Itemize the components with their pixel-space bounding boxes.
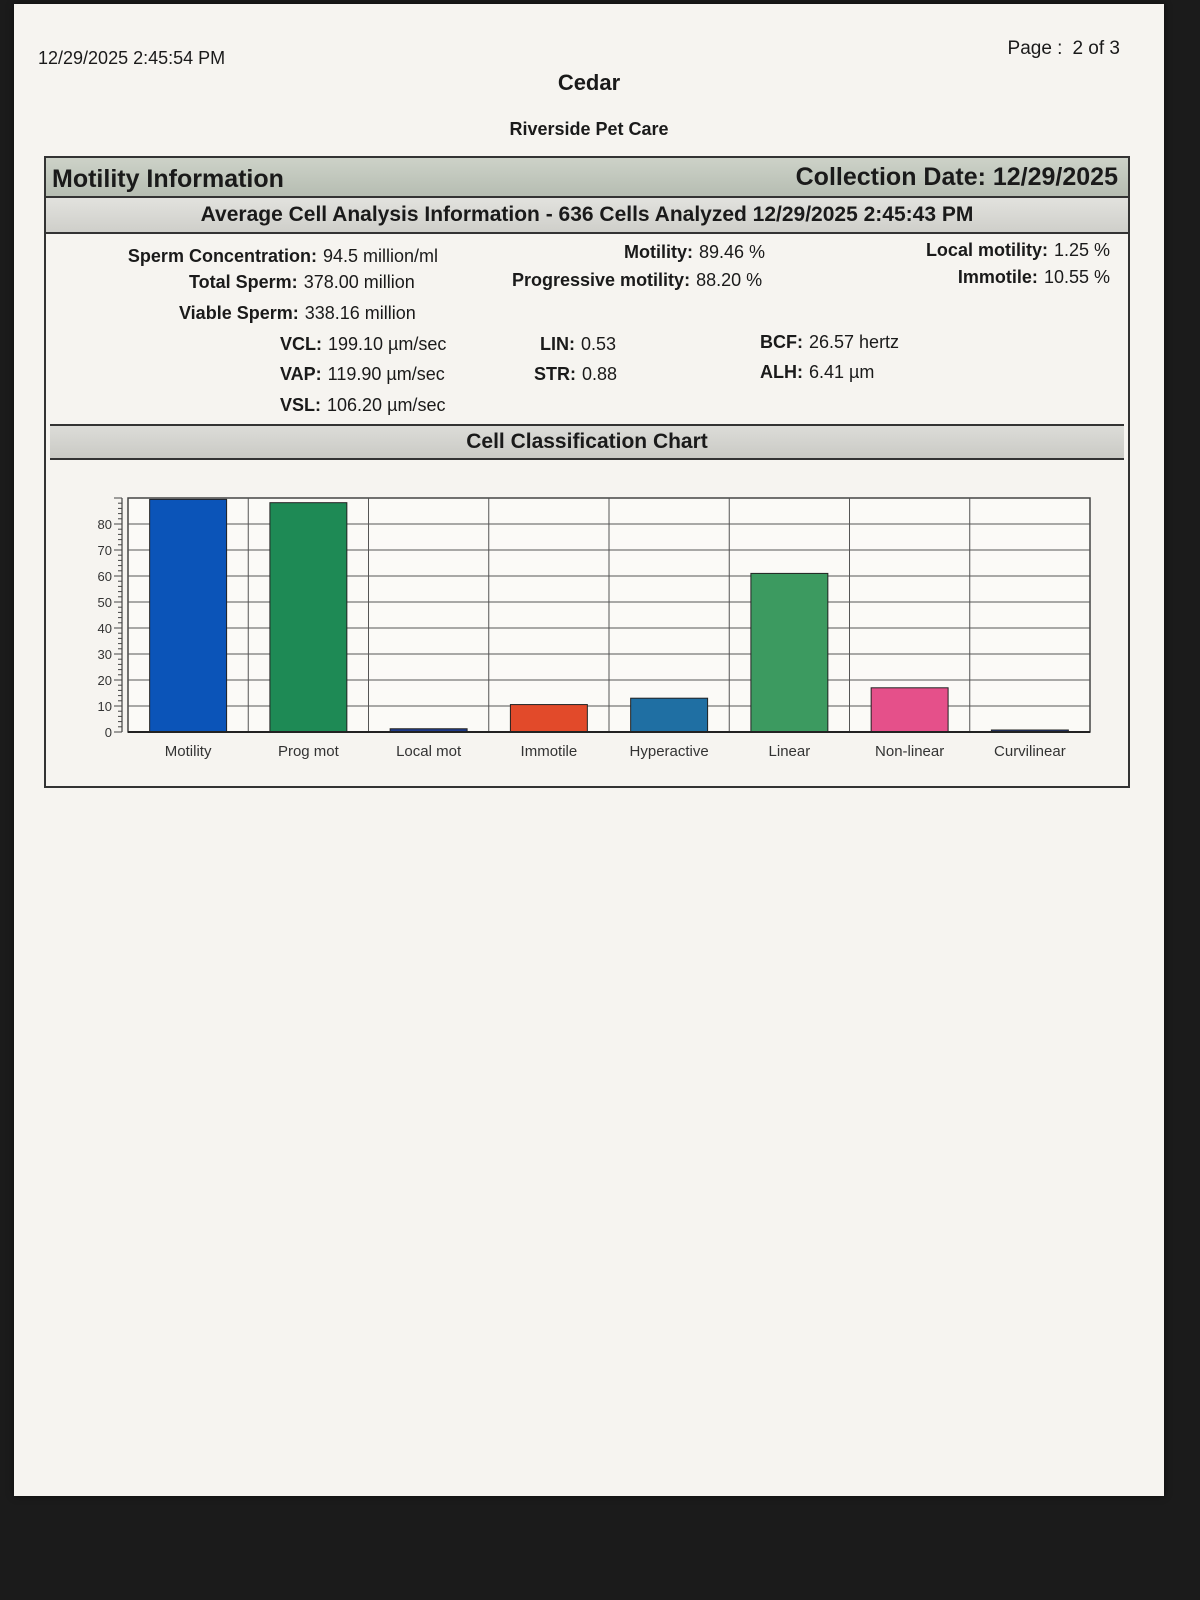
stat-alh — [760, 362, 874, 383]
stat-label: Viable Sperm: — [179, 303, 299, 323]
cell-classification-chart — [56, 460, 1120, 782]
x-tick-label: Curvilinear — [994, 743, 1066, 760]
stat-total-sperm — [189, 272, 415, 293]
stat-label: Motility: — [624, 242, 693, 262]
page-value: 2 of 3 — [1072, 38, 1120, 59]
stat-label: STR: — [534, 364, 576, 384]
y-tick-label: 50 — [97, 595, 112, 610]
stat-label: Progressive motility: — [512, 270, 691, 290]
stat-value: 0.53 — [581, 334, 617, 354]
stat-motility — [624, 242, 765, 263]
x-tick-label: Motility — [164, 743, 212, 760]
chart-title: Cell Classification Chart — [50, 424, 1124, 460]
stat-value: 89.46 % — [699, 242, 766, 262]
stat-label: VCL: — [280, 334, 322, 354]
printed-timestamp: 12/29/2025 2:45:54 PM — [38, 48, 226, 68]
y-tick-label: 60 — [97, 569, 112, 584]
bar — [510, 705, 587, 732]
x-tick-label: Immotile — [520, 743, 578, 760]
x-tick-label: Local mot — [396, 743, 462, 760]
stat-label: VAP: — [280, 364, 322, 384]
stat-value: 1.25 % — [1053, 240, 1110, 260]
report-page — [14, 4, 1164, 1496]
stat-value: 338.16 million — [304, 303, 416, 323]
x-tick-label: Non-linear — [875, 743, 945, 760]
stat-immotile — [958, 267, 1110, 288]
stat-value: 94.5 million/ml — [322, 246, 438, 266]
bar-chart — [56, 460, 1120, 782]
y-tick-label: 0 — [104, 725, 112, 740]
stat-label: LIN: — [540, 334, 575, 354]
stat-progressive-motility — [512, 270, 762, 291]
x-tick-label: Hyperactive — [629, 743, 709, 760]
bar — [150, 499, 227, 732]
stat-label: VSL: — [280, 395, 322, 415]
stat-value: 119.90 µm/sec — [327, 364, 445, 384]
page-indicator — [1008, 38, 1120, 60]
stat-bcf — [760, 332, 899, 353]
stat-vcl — [280, 334, 446, 355]
analysis-title: Average Cell Analysis Information - 636 Cells Analyzed 12/29/2025 2:45:43 PM — [46, 198, 1128, 234]
stat-label: Sperm Concentration: — [127, 246, 317, 266]
y-tick-label: 40 — [97, 621, 112, 636]
stat-sperm-concentration — [128, 246, 438, 267]
x-tick-label: Prog mot — [277, 743, 339, 760]
stat-label: ALH: — [760, 362, 803, 382]
bar — [871, 688, 948, 732]
bar — [270, 503, 347, 732]
stat-value: 10.55 % — [1043, 267, 1110, 287]
bar — [751, 573, 828, 732]
stat-value: 6.41 µm — [809, 362, 875, 382]
x-tick-label: Linear — [768, 743, 811, 760]
stat-vap — [280, 364, 445, 385]
y-tick-label: 70 — [97, 543, 112, 558]
bar — [631, 698, 708, 732]
stat-label: Local motility: — [925, 240, 1048, 260]
stat-value: 26.57 hertz — [809, 332, 900, 352]
collection-date: Collection Date: 12/29/2025 — [795, 163, 1118, 191]
stat-value: 199.10 µm/sec — [328, 334, 447, 354]
stat-value: 88.20 % — [696, 270, 763, 290]
y-tick-label: 10 — [97, 699, 112, 714]
y-tick-label: 80 — [97, 517, 112, 532]
stat-label: Total Sperm: — [189, 272, 298, 292]
clinic-name: Riverside Pet Care — [509, 119, 669, 139]
stat-str — [534, 364, 617, 385]
stat-value: 378.00 million — [303, 272, 415, 292]
stat-viable-sperm — [179, 303, 416, 324]
section-title: Motility Information — [52, 165, 284, 193]
motility-report — [44, 156, 1130, 788]
stat-label: BCF: — [760, 332, 803, 352]
page-label: Page : — [1007, 38, 1063, 59]
patient-name: Cedar — [557, 70, 621, 95]
stat-local-motility — [926, 240, 1110, 261]
stat-value: 0.88 — [582, 364, 618, 384]
stat-vsl — [280, 395, 445, 416]
stat-value: 106.20 µm/sec — [327, 395, 446, 415]
y-tick-label: 20 — [97, 673, 112, 688]
stat-label: Immotile: — [957, 267, 1038, 287]
y-tick-label: 30 — [97, 647, 112, 662]
stat-lin — [540, 334, 616, 355]
section-header — [46, 158, 1128, 198]
